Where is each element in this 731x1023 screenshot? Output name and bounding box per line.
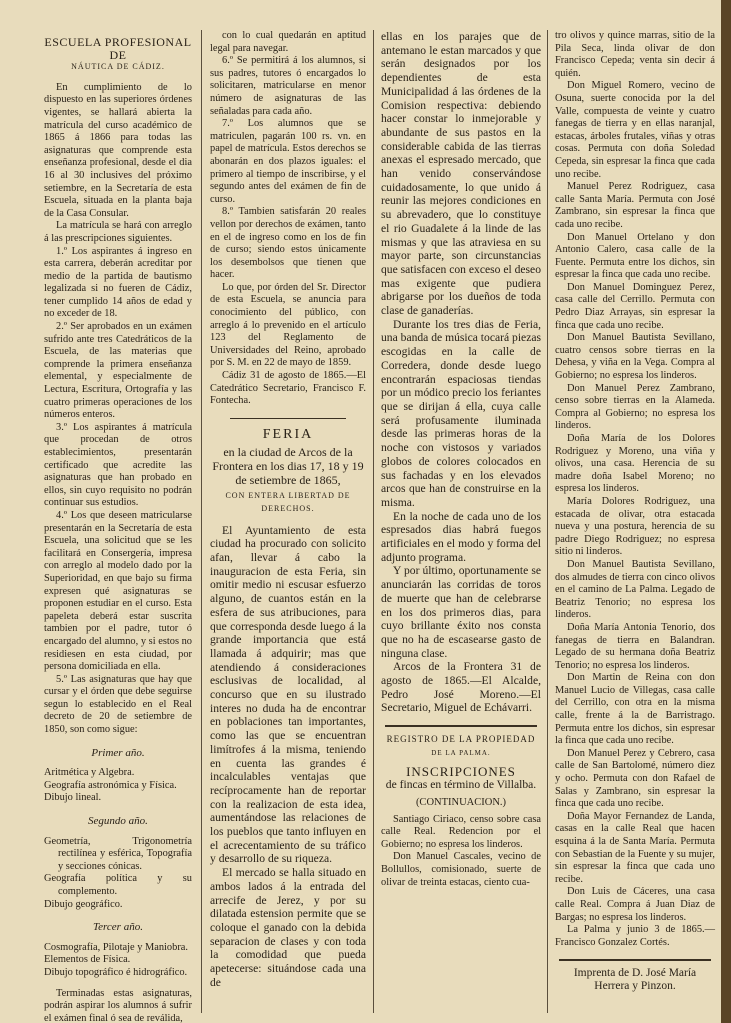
- paragraph: ellas en los parajes que de antemano le estan marcados y que serán designados por los dependientes de esta Municipalidad á las órdenes de la Comision respectiva: debiendo hacer constar lo inmejorable y abundante de sus pastos en la considerable cabida de las tierras anexas el espresado mercado, que han venido conservándose cuidadosamente, lo que unido á reunir las mejores condiciones en su abrevadero, que lo constituye el rio Guadalete á la linde de las mismas y que las atraviesa en su mayor parte, son circunstancias que satisfacen con exceso el deseo mas exigente que pudiera abrigarse por los dueños de toda clase de ganaderías.: [381, 30, 541, 318]
- paragraph: 7.º Los alumnos que se matriculen, pagarán 100 rs. vn. en papel de matrícula. Estos derechos se abonarán en dos plazos iguales: el primero al tiempo de inscribirse, y el segundo antes del exámen de fin de curso.: [210, 118, 366, 205]
- entry: Doña María Antonia Tenorio, dos fanegas de tierra en Balandran. Legado de su hermana doña Beatriz Tenorio; no espresa los linderos.: [555, 621, 715, 671]
- entry: Doña María de los Dolores Rodriguez y Moreno, una viña y olivos, una casa. Herencia de su madre doña Isabel Moreno; no espresa los linderos.: [555, 433, 715, 495]
- entry: tro olivos y quince marras, sitio de la Pila Seca, linda olivar de don Francisco Cepeda; venta sin decir á quién.: [555, 30, 715, 79]
- imprint-line: Imprenta de D. José María: [573, 967, 697, 980]
- paragraph: 3.º Los aspirantes á matrícula que procedan de otros establecimientos, presentarán certificado que acredite las asignaturas que han probado en ellos, sin cuyo requisito no podrán continuar sus estudios.: [44, 421, 192, 509]
- year-heading: Primer año.: [91, 746, 145, 759]
- paragraph: 6.º Se permitirá á los alumnos, si sus padres, tutores ó encargados lo solicitaren, matricularse en menor número de asignaturas de las señaladas para cada año.: [210, 55, 366, 117]
- entry: Don Manuel Ortelano y don Antonio Calero, casa calle de la Fuente. Permuta entre los dichos, sin espresar la finca que cada uno recibe.: [555, 231, 715, 281]
- paragraph: Durante los tres dias de Feria, una banda de música tocará piezas escogidas en la calle de Corredera, donde desde luego encontrarán espaciosas tiendas por un módico precio los feriantes que se dirijan á ella, cuya calle será profusamente iluminada desde las primeras horas de la noche con vistosos y variados globos de colores colocados en sus fachadas y en los elevados arcos que han de construirse en la misma.: [381, 317, 541, 509]
- entry: Don Manuel Perez y Cebrero, casa calle de San Bartolomé, número diez y ocho. Permuta con don Rafael de Salas y Zambrano, sin espresar la finca que cada uno recibe.: [555, 747, 715, 810]
- paragraph: con lo cual quedarán en aptitud legal para navegar.: [210, 30, 366, 54]
- entry: María Dolores Rodriguez, una estacada de olivar, otra estacada nueva y una postura, herencia de su padre Diego Rodriguez; no espresa sitio ni linderos.: [555, 495, 715, 558]
- entry: Don Miguel Romero, vecino de Osuna, suerte conocida por la del Valle, compuesta de veinte y cuatro fanegas de tierra y en ellas naranjal, estacas, árboles frutales, viñas y otras cosas. Permuta con doña Soledad Cepeda, sin espresar la finca que cada uno recibe.: [555, 80, 715, 180]
- subject-item: Dibujo lineal.: [44, 792, 102, 804]
- fair-title: FERIA: [262, 426, 314, 442]
- entry: Don Manuel Cascales, vecino de Bollullos, comisionado, suerte de olivar de treinta estacas, ciento cua-: [381, 851, 541, 888]
- continuation: (CONTINUACION.): [415, 796, 507, 808]
- registry-sub: DE LA PALMA.: [431, 748, 491, 757]
- inscriptions-title: INSCRIPCIONES: [406, 763, 516, 779]
- subject-item: Geografía política y su complemento.: [44, 873, 192, 897]
- entry: Don Manuel Dominguez Perez, casa calle del Cerrillo. Permuta con Pedro Diaz Arrayas, sin espresar la finca que cada uno recibe.: [555, 281, 715, 331]
- paragraph: Cádiz 31 de agosto de 1865.—El Catedrático Secretario, Francisco F. Fontecha.: [210, 370, 366, 407]
- subject-item: Cosmografía, Pilotaje y Maniobra.: [44, 941, 188, 953]
- registry-title: REGISTRO DE LA PROPIEDAD: [386, 734, 536, 745]
- paragraph: La matrícula se hará con arreglo á las prescripciones siguientes.: [44, 220, 192, 244]
- divider: [385, 725, 537, 727]
- entry: La Palma y junio 3 de 1865.—Francisco Gonzalez Cortés.: [555, 924, 715, 948]
- paragraph: 8.º Tambien satisfarán 20 reales vellon por derechos de exámen, tanto en el de ingreso como en los de fin de curso; siendo estos únicamente los desembolsos que tienen que hacer.: [210, 206, 366, 281]
- paragraph: Lo que, por órden del Sr. Director de esta Escuela, se anuncia para conocimiento del público, con arreglo á lo prevenido en el artículo 123 del Reglamento de Universidades del Reino, aprobado por S. M. en 22 de mayo de 1859.: [210, 281, 366, 369]
- entry: Santiago Ciriaco, censo sobre casa calle Real. Redencion por el Gobierno; no espresa los linderos.: [381, 813, 541, 850]
- inscriptions-sub: de fincas en término de Villalba.: [385, 778, 537, 792]
- imprint-line: Herrera y Pinzon.: [594, 980, 676, 993]
- entry: Don Luis de Cáceres, una casa calle Real. Compra á Juan Diaz de Bargas; no espresa los linderos.: [555, 886, 715, 923]
- year-heading: Segundo año.: [88, 815, 148, 828]
- column-4: [555, 30, 715, 993]
- entry: Manuel Perez Rodriguez, casa calle Santa María. Permuta con José Zambrano, sin espresar la finca que cada uno recibe.: [555, 181, 715, 230]
- paragraph: 2.º Ser aprobados en un exámen sufrido ante tres Catedráticos de la Escuela, de las materias que comprende la primera enseñanza elemental, y especialmente de Lectura, Escritura, Ortografía y las cuatro primeras operaciones de los números enteros.: [44, 321, 192, 421]
- paragraph: 5.º Las asignaturas que hay que cursar y el órden que debe seguirse segun lo establecido en el Real decreto de 20 de setiembre de 1850, son como sigue:: [44, 673, 192, 736]
- column-3: [381, 30, 541, 889]
- column-1: [44, 30, 192, 1023]
- school-title: ESCUELA PROFESIONAL DE: [44, 35, 192, 62]
- column-rule: [547, 30, 548, 1013]
- entry: Don Manuel Perez Zambrano, censo sobre tierras en la Alameda. Compra al Gobierno; no espresa los linderos.: [555, 382, 715, 432]
- entry: Don Martin de Reina con don Manuel Lucio de Villegas, casa calle del Cerrillo, con otra en la misma calle, frente á la de Barristrago. Permuta entre los dichos, sin espresar la finca que cada uno recibe.: [555, 672, 715, 747]
- fair-sub: CON ENTERA LIBERTAD DE DERECHOS.: [225, 491, 351, 513]
- paragraph: En la noche de cada uno de los espresados dias habrá fuegos artificiales en el modo y forma del adjunto programa.: [381, 509, 541, 564]
- year-heading: Tercer año.: [93, 921, 143, 934]
- column-rule: [373, 30, 374, 1013]
- subject-item: Elementos de Física.: [44, 954, 131, 966]
- paragraph: El Ayuntamiento de esta ciudad ha procurado con solicito afan, llevar á cabo la inauguracion de esta Feria, sin omitir medio ni escusar esfuerzo alguno, de cuantos están en la esfera de sus atribuciones, para que corresponda desde luego á la grande importancia que está llamada á adquirir; mas que atendiendo á consideraciones esclusivas de localidad, al concurso que en su ilustrado interes no duda ha de encontrar en poblaciones tan importantes, como las que se encuentran limítrofes á la misma, teniendo en cuenta las grandes é incalculables ventajas que recíprocamente han de reportar con la realizacion de esta idea, aumentándose las relaciones de los pueblos que tanto influyen en el acrecentamiento de su tráfico y desarrollo de su riqueza.: [210, 523, 366, 866]
- subject-item: Geografía astronómica y Física.: [44, 779, 177, 791]
- column-rule: [201, 30, 202, 1013]
- subject-item: Aritmética y Algebra.: [44, 767, 135, 779]
- subject-item: Geometría, Trigonometría rectilínea y esférica, Topografía y secciones cónicas.: [44, 835, 192, 872]
- paragraph: Terminadas estas asignaturas, podrán aspirar los alumnos á sufrir el exámen final ó sea de reválida,: [44, 987, 192, 1023]
- entry: Don Manuel Bautista Sevillano, dos almudes de tierra con cinco olivos en el camino de La Palma. Legado de Beatriz Tenorio; no espresa los linderos.: [555, 558, 715, 621]
- paragraph: Arcos de la Frontera 31 de agosto de 1865.—El Alcalde, Pedro José Moreno.—El Secretario, Miguel de Echávarri.: [381, 660, 541, 715]
- divider: [559, 959, 711, 961]
- fair-heading: en la ciudad de Arcos de la Frontera en los dias 17, 18 y 19 de setiembre de 1865,: [212, 445, 364, 488]
- page-edge: [721, 0, 731, 1023]
- school-subtitle: NÁUTICA DE CÁDIZ.: [71, 62, 165, 72]
- divider: [230, 418, 346, 419]
- paragraph: 4.º Los que deseen matricularse presentarán en la Secretaría de esta Escuela, una solicitud que se les facilitará en Consergería, impresa con arreglo al modelo dado por la Superioridad, en que bajo su firma expresen qué asignaturas se proponen estudiar en el curso. Esta papeleta deberá estar suscrita tambien por el padre, tutor ó encargado del alumno, y si estos no residiesen en esta ciudad, por persona domiciliada en ella.: [44, 509, 192, 673]
- entry: Doña Mayor Fernandez de Landa, casas en la calle Real que hacen esquina á la de Santa María. Permuta con Sebastian de la Fuente y su mujer, sin espresar la finca que cada uno recibe.: [555, 810, 715, 885]
- subject-item: Dibujo topográfico é hidrográfico.: [44, 966, 188, 978]
- paragraph: Y por último, oportunamente se anunciarán las corridas de toros de muerte que han de celebrarse en los dos primeros dias, para cuyo brillante éxito nos consta que no ha de escasearse gasto de ninguna clase.: [381, 564, 541, 660]
- paragraph: 1.º Los aspirantes á ingreso en esta carrera, deberán acreditar por medio de la partida de bautismo legalizada si no fueren de Cádiz, tener cumplido 14 años de edad y no exceder de 18.: [44, 245, 192, 320]
- subject-item: Dibujo geográfico.: [44, 898, 123, 910]
- paragraph: En cumplimiento de lo dispuesto en las superiores órdenes vigentes, se hallará abierta la matrícula del curso académico de 1865 á 1866 para todas las asignaturas que comprende esta enseñanza profesional, desde el dia 16 al 30 inclusives del próximo setiembre, en la Secretaría de esta Escuela, situada en la planta baja de la Casa Consular.: [44, 81, 192, 219]
- paragraph: El mercado se halla situado en ambos lados á la entrada del arrecife de Jerez, y por su dilatada estension permite que se coloque el ganado con la debida separacion de clases y con toda la comodidad que pueda apetecerse: situándose cada una de: [210, 866, 366, 989]
- entry: Don Manuel Bautista Sevillano, cuatro censos sobre tierras en la Dehesa, y viña en la Vega. Compra al Gobierno; no espresa los linderos.: [555, 332, 715, 382]
- column-2: [210, 30, 366, 990]
